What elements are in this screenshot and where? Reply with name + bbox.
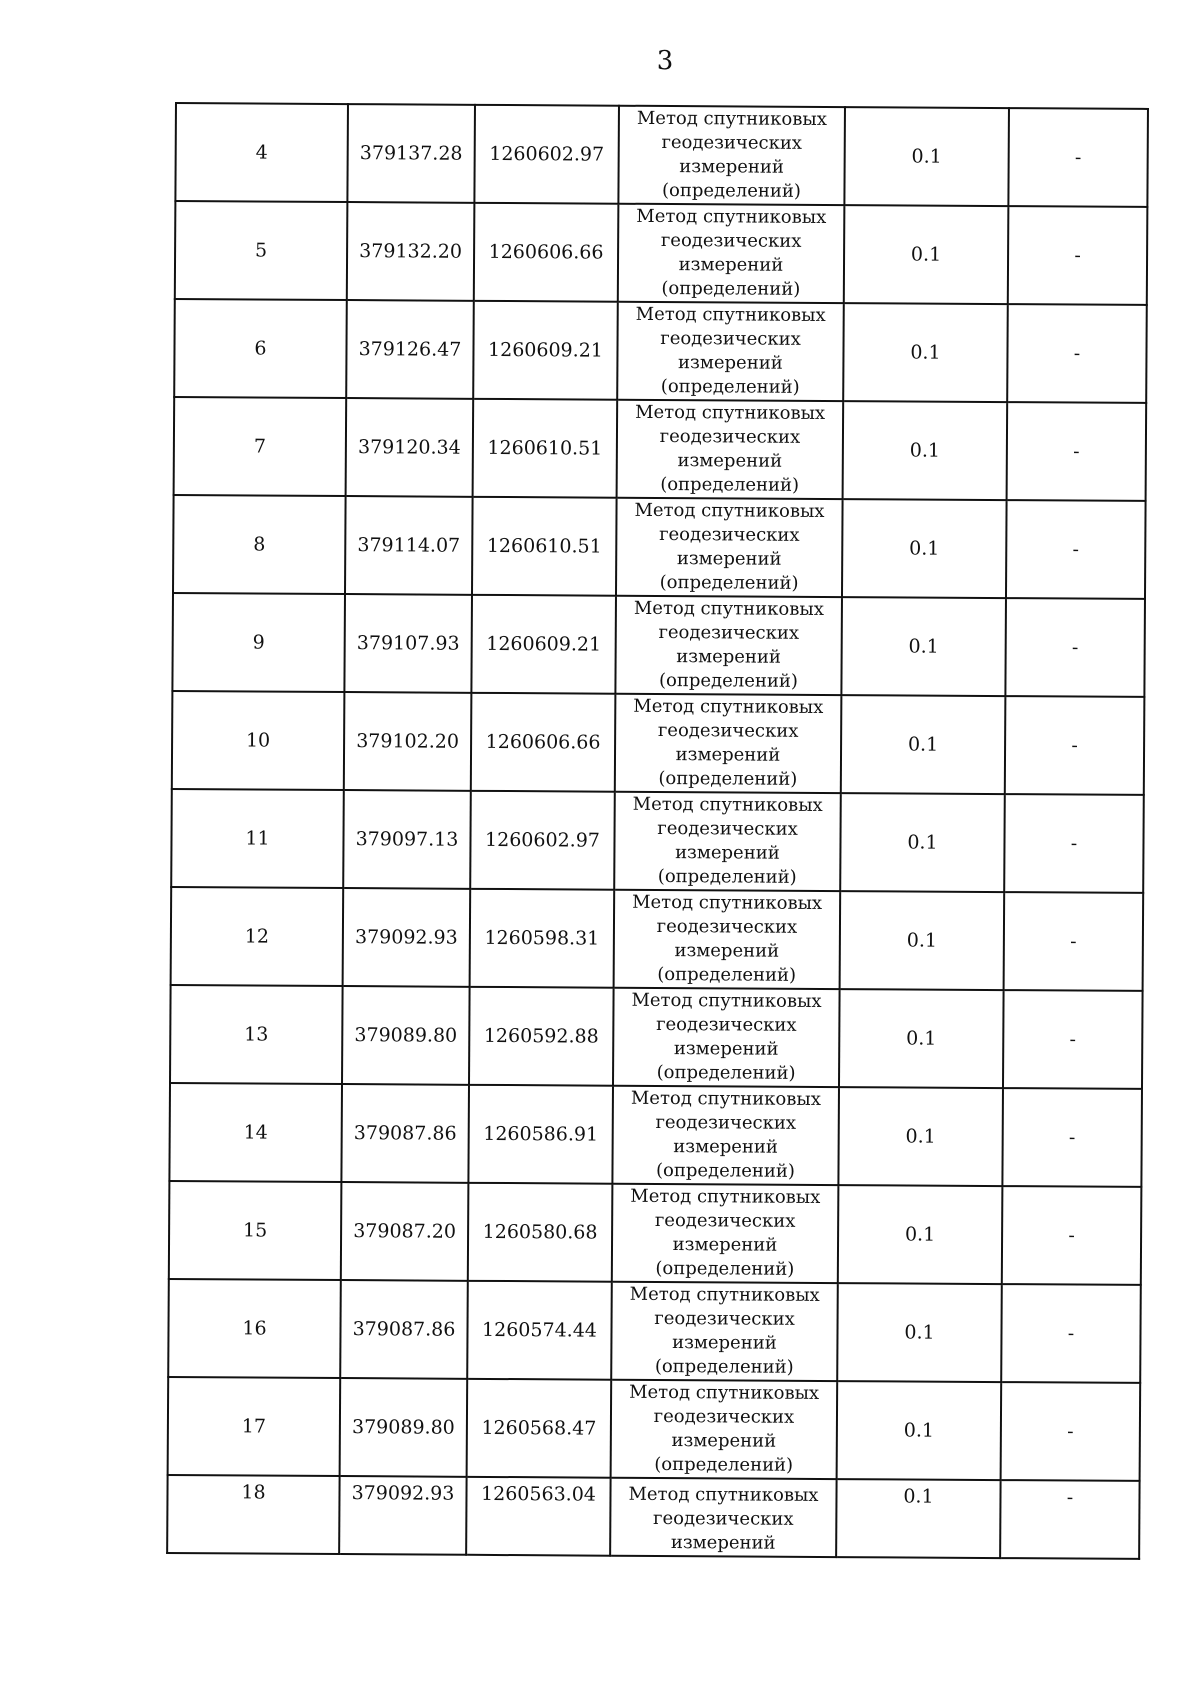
method-line: Метод спутниковых	[633, 695, 824, 718]
method-line: Метод спутниковых	[635, 303, 826, 326]
method-line: Метод спутниковых	[631, 989, 822, 1012]
method-cell	[610, 1478, 836, 1557]
accuracy-cell: 0.1	[840, 793, 1005, 892]
method-line: (определений)	[661, 179, 801, 202]
x-coordinate-cell: 379120.34	[346, 398, 474, 497]
accuracy-cell: 0.1	[840, 891, 1005, 990]
method-line: геодезических	[654, 1307, 795, 1330]
method-line: геодезических	[659, 425, 801, 448]
extra-cell: -	[1000, 1480, 1139, 1559]
page-number: 3	[656, 46, 674, 76]
method-line: измерений	[672, 1234, 778, 1256]
table-row	[172, 691, 1145, 795]
x-coordinate-cell: 379089.80	[342, 986, 470, 1085]
extra-cell: -	[1008, 108, 1148, 207]
method-line: измерений	[678, 352, 783, 374]
method-line: геодезических	[657, 817, 798, 840]
method-cell	[615, 694, 842, 793]
y-coordinate-cell: 1260580.68	[468, 1183, 613, 1282]
y-coordinate-cell: 1260610.51	[473, 399, 618, 498]
method-line: Метод спутниковых	[629, 1283, 820, 1306]
method-line: измерений	[677, 450, 783, 472]
point-number-cell: 15	[169, 1181, 342, 1280]
method-line: (определений)	[657, 865, 797, 888]
extra-cell: -	[1003, 990, 1143, 1089]
method-line: Метод спутниковых	[632, 891, 823, 914]
y-coordinate-cell: 1260568.47	[467, 1379, 612, 1478]
table-row	[173, 495, 1146, 599]
extra-cell: -	[1008, 206, 1148, 305]
x-coordinate-cell: 379114.07	[345, 496, 473, 595]
method-cell	[611, 1282, 838, 1381]
table-row	[172, 593, 1145, 697]
extra-cell: -	[1001, 1284, 1141, 1383]
x-coordinate-cell: 379107.93	[344, 594, 472, 693]
point-number-cell: 8	[173, 495, 346, 594]
point-number-cell: 17	[168, 1377, 341, 1476]
method-line: измерений	[676, 646, 781, 668]
method-line: (определений)	[658, 767, 798, 790]
accuracy-cell: 0.1	[838, 1087, 1003, 1186]
accuracy-cell: 0.1	[841, 695, 1006, 794]
method-line: (определений)	[660, 473, 800, 496]
x-coordinate-cell: 379092.93	[339, 1476, 466, 1555]
table-row	[167, 1475, 1139, 1559]
point-number-cell: 7	[174, 397, 347, 496]
method-cell	[611, 1380, 838, 1479]
method-cell	[618, 106, 845, 205]
point-number-cell: 10	[172, 691, 345, 790]
table-row	[168, 1377, 1141, 1481]
method-line: измерений	[676, 548, 782, 570]
point-number-cell: 12	[171, 887, 344, 986]
method-line: (определений)	[660, 375, 800, 398]
accuracy-cell: 0.1	[843, 401, 1008, 500]
extra-cell: -	[1002, 1088, 1142, 1187]
method-line: геодезических	[654, 1209, 796, 1232]
method-line: измерений	[671, 1430, 777, 1452]
table-row	[169, 1181, 1142, 1285]
extra-cell: -	[1005, 598, 1145, 697]
method-line: Метод спутниковых	[630, 1087, 821, 1110]
extra-cell: -	[1001, 1382, 1141, 1481]
extra-cell: -	[1002, 1186, 1142, 1285]
method-cell	[617, 302, 844, 401]
accuracy-cell: 0.1	[839, 989, 1004, 1088]
accuracy-cell: 0.1	[837, 1283, 1002, 1382]
x-coordinate-cell: 379137.28	[347, 104, 475, 203]
method-line: геодезических	[660, 229, 802, 252]
method-line: (определений)	[661, 277, 801, 300]
method-line: измерений	[673, 1136, 779, 1158]
method-line: Метод спутниковых	[635, 401, 826, 424]
method-line: (определений)	[655, 1257, 795, 1280]
table-row	[175, 103, 1148, 207]
method-cell	[614, 890, 841, 989]
y-coordinate-cell: 1260610.51	[472, 497, 617, 596]
method-line: (определений)	[654, 1355, 794, 1378]
x-coordinate-cell: 379087.86	[340, 1280, 468, 1379]
method-line: Метод спутниковых	[634, 499, 825, 522]
method-cell	[612, 1184, 839, 1283]
point-number-cell: 14	[169, 1083, 342, 1182]
method-cell	[617, 400, 844, 499]
method-line: геодезических	[655, 1111, 797, 1134]
y-coordinate-cell: 1260598.31	[470, 889, 615, 988]
y-coordinate-cell: 1260606.66	[471, 693, 616, 792]
y-coordinate-cell: 1260602.97	[474, 105, 619, 204]
extra-cell: -	[1004, 794, 1144, 893]
y-coordinate-cell: 1260609.21	[471, 595, 616, 694]
table-row	[171, 789, 1144, 893]
y-coordinate-cell: 1260609.21	[473, 301, 618, 400]
method-line: (определений)	[655, 1159, 795, 1182]
method-line: (определений)	[658, 669, 798, 692]
point-number-cell: 4	[175, 103, 348, 202]
method-line: Метод спутниковых	[629, 1381, 820, 1404]
method-line: геодезических	[653, 1507, 794, 1530]
point-number-cell: 5	[175, 201, 348, 300]
y-coordinate-cell: 1260592.88	[469, 987, 614, 1086]
accuracy-cell: 0.1	[838, 1185, 1003, 1284]
method-cell	[612, 1086, 839, 1185]
point-number-cell: 18	[167, 1475, 339, 1554]
method-line: геодезических	[656, 1013, 797, 1036]
table-row	[174, 299, 1147, 403]
y-coordinate-cell: 1260606.66	[474, 203, 619, 302]
extra-cell: -	[1004, 892, 1144, 991]
method-line: Метод спутниковых	[636, 205, 827, 228]
method-line: Метод спутниковых	[630, 1185, 821, 1208]
table-row	[169, 1083, 1142, 1187]
method-line: измерений	[675, 842, 780, 864]
method-line: измерений	[678, 254, 784, 276]
method-line: геодезических	[659, 523, 800, 546]
point-number-cell: 6	[174, 299, 347, 398]
method-line: геодезических	[660, 327, 801, 350]
method-line: Метод спутниковых	[632, 793, 823, 816]
extra-cell: -	[1007, 304, 1147, 403]
x-coordinate-cell: 379097.13	[343, 790, 471, 889]
accuracy-cell: 0.1	[844, 107, 1009, 206]
method-line: измерений	[675, 744, 781, 766]
x-coordinate-cell: 379092.93	[343, 888, 471, 987]
table-row	[168, 1279, 1141, 1383]
method-cell	[616, 498, 843, 597]
accuracy-cell: 0.1	[843, 303, 1008, 402]
method-line: измерений	[674, 940, 780, 962]
extra-cell: -	[1005, 696, 1145, 795]
table-body	[167, 103, 1148, 1559]
method-line: геодезических	[658, 621, 800, 644]
accuracy-cell: 0.1	[842, 499, 1007, 598]
method-line: измерений	[670, 1532, 776, 1554]
method-line: геодезических	[657, 719, 799, 742]
accuracy-cell: 0.1	[837, 1381, 1002, 1480]
point-number-cell: 9	[172, 593, 345, 692]
x-coordinate-cell: 379087.86	[341, 1084, 469, 1183]
extra-cell: -	[1006, 500, 1146, 599]
method-line: (определений)	[656, 1061, 796, 1084]
method-cell	[614, 792, 841, 891]
x-coordinate-cell: 379102.20	[344, 692, 472, 791]
coordinates-table	[166, 102, 1149, 1560]
table-row	[170, 985, 1143, 1089]
method-cell	[615, 596, 842, 695]
accuracy-cell: 0.1	[836, 1479, 1000, 1558]
method-line: геодезических	[656, 915, 798, 938]
method-line: (определений)	[654, 1453, 794, 1476]
method-line: Метод спутниковых	[633, 597, 824, 620]
accuracy-cell: 0.1	[841, 597, 1006, 696]
point-number-cell: 11	[171, 789, 344, 888]
method-cell	[613, 988, 840, 1087]
table-row	[174, 397, 1147, 501]
accuracy-cell: 0.1	[844, 205, 1009, 304]
y-coordinate-cell: 1260563.04	[466, 1477, 610, 1556]
method-line: измерений	[673, 1038, 779, 1060]
x-coordinate-cell: 379089.80	[340, 1378, 468, 1477]
x-coordinate-cell: 379087.20	[341, 1182, 469, 1281]
table-row	[175, 201, 1148, 305]
y-coordinate-cell: 1260586.91	[468, 1085, 613, 1184]
extra-cell: -	[1007, 402, 1147, 501]
method-line: измерений	[679, 156, 784, 178]
point-number-cell: 16	[168, 1279, 341, 1378]
method-line: геодезических	[653, 1405, 795, 1428]
x-coordinate-cell: 379132.20	[347, 202, 475, 301]
point-number-cell: 13	[170, 985, 343, 1084]
method-line: Метод спутниковых	[636, 107, 827, 130]
method-line: (определений)	[657, 963, 797, 986]
method-cell	[618, 204, 845, 303]
method-line: измерений	[672, 1332, 777, 1354]
method-line: геодезических	[661, 131, 803, 154]
y-coordinate-cell: 1260574.44	[467, 1281, 612, 1380]
x-coordinate-cell: 379126.47	[346, 300, 474, 399]
y-coordinate-cell: 1260602.97	[470, 791, 615, 890]
method-line: (определений)	[659, 571, 799, 594]
method-line: Метод спутниковых	[628, 1483, 819, 1506]
table-row	[171, 887, 1144, 991]
